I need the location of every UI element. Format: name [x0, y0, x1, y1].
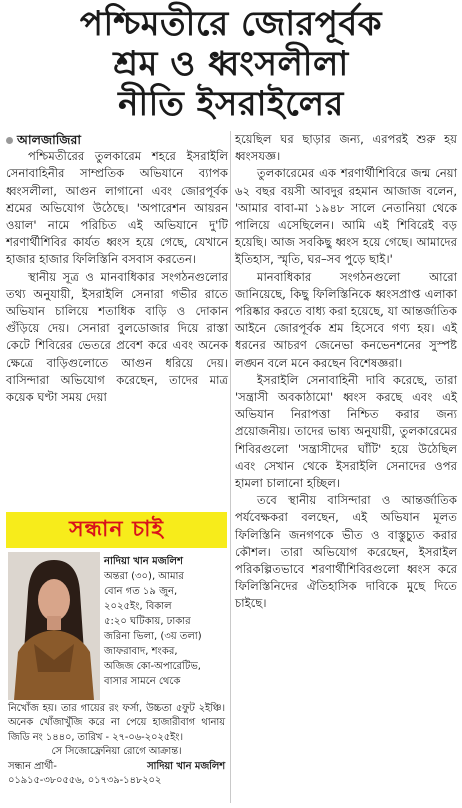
missing-person-name: নাদিয়া খান মজলিশ [104, 556, 183, 567]
article-column-left [6, 131, 228, 406]
source-label: আলজাজিরা [17, 132, 81, 147]
article-paragraph: পশ্চিমতীরের তুলকারেম শহরে ইসরাইলি সেনাবাহিনীর সাম্প্রতিক অভিযানে ব্যাপক ধ্বংসলীলা, আগুন লাগানো এবং জোরপূর্বক শ্রমের অভিযোগ উঠেছে। 'অপারেশন আয়রন ওয়াল' নামে পরিচিত এই অভিযানে দু'টি শরণার্থীশিবির কার্যত ধ্বংস হয়ে গেছে, যেখানে হাজার হাজার ফিলিস্তিনি বসবাস করতেন। [6, 149, 228, 267]
article-paragraph: হয়েছিল ঘর ছাড়ার জন্য, এরপরই শুরু হয় ধ্বংসযজ্ঞ। [235, 132, 457, 164]
ad-phone-numbers: ০১৯১৫-৩৮০৫৫৬, ০১৭৩৯-১৪৮২০২ [8, 775, 162, 787]
ad-details [8, 702, 225, 788]
ad-info-line: ২০২৫ইং, বিকাল [104, 601, 172, 612]
article-paragraph: স্থানীয় সূত্র ও মানবাধিকার সংগঠনগুলোর তথ্য অনুযায়ী, ইসরাইলি সেনারা গভীর রাতে অভিযান চালিয়ে শতাধিক বাড়ি ও দোকান গুঁড়িয়ে দেয়। সেনারা বুলডোজার দিয়ে রাস্তা কেটে শিবিরের ভেতরে প্রবেশ করে এবং অনেক ক্ষেত্রে বাড়িগুলোতে আগুন ধরিয়ে দেয়। বাসিন্দারা অভিযোগ করেছেন, তাদের মাত্র কয়েক ঘণ্টা সময় দেয়া [6, 269, 228, 405]
seeker-name: সাদিয়া খান মজলিশ [147, 760, 225, 772]
ad-info-line: ৫:২০ ঘটিকায়, ঢাকার [104, 616, 191, 627]
article-paragraph: ইসরাইলি সেনাবাহিনী দাবি করেছে, তারা 'সন্ত্রাসী অবকাঠামো' ধ্বংস করছে এবং এই অভিযান নিরাপত্তা নিশ্চিত করার জন্য প্রয়োজনীয়। তাদের ভাষ্য অনুযায়ী, তুলকারেমের শিবিরগুলো 'সন্ত্রাসীদের ঘাঁটি' হয়ে উঠেছিল এবং সেখান থেকে ইসরাইলি সেনাদের ওপর হামলা চালানো হচ্ছিল। [235, 372, 457, 491]
article-column-right [235, 131, 457, 613]
missing-person-ad [6, 512, 227, 803]
ad-illness-note: সে সিজোফ্রেনিয়া রোগে আক্রান্ত। [51, 746, 182, 758]
article-paragraph: তুলকারেমের এক শরণার্থীশিবিরে জন্ম নেয়া ৬২ বছর বয়সী আবদুর রহমান আজাজ বলেন, 'আমার বাবা-মা ১৯৪৮ সালে নেতানিয়া থেকে পালিয়ে এসেছিলেন। আমি এই শিবিরেই বড় হয়েছি। আজ সবকিছু ধ্বংস হয়ে গেছে। আমাদের ইতিহাস, স্মৃতি, ঘর–সব পুড়ে ছাই।' [235, 166, 457, 267]
article-paragraph: মানবাধিকার সংগঠনগুলো আরো জানিয়েছে, কিছু ফিলিস্তিনিকে ধ্বংসপ্রাপ্ত এলাকা পরিষ্কার করতে বাধ্য করা হয়েছে, যা আন্তর্জাতিক আইনে জোরপূর্বক শ্রম হিসেবে গণ্য হয়। এই ধরনের আচরণ জেনেভা কনভেনশনের সুস্পষ্ট লঙ্ঘন বলে মনে করছেন বিশেষজ্ঞরা। [235, 269, 457, 370]
bullet-icon [6, 137, 13, 144]
ad-info [104, 554, 226, 689]
headline [0, 4, 462, 124]
article-paragraph: তবে স্থানীয় বাসিন্দারা ও আন্তর্জাতিক পর্যবেক্ষকরা বলছেন, এই অভিযান মূলত ফিলিস্তিনি জনগণকে ভীত ও বাস্তুচ্যুত করার কৌশল। তারা অভিযোগ করেছেন, ইসরাইল পরিকল্পিতভাবে শরণার্থীশিবিরগুলো ধ্বংস করে ফিলিস্তিনিদের ঐতিহাসিক দাবিকে মুছে দিতে চাইছে। [235, 493, 457, 611]
ad-details-text: নিখোঁজ হয়। তার গায়ের রং ফর্সা, উচ্চতা ৫ফুট ২ইঞ্চি। অনেক খোঁজাখুঁজি করে না পেয়ে হাজারীবাগ থানায় জিডি নং ১৪৪০, তারিখ - ২৭-০৬-২০২৫ইং। [8, 703, 225, 743]
ad-title: সন্ধান চাই [6, 512, 227, 548]
ad-contact [8, 760, 225, 774]
ad-info-line: জরিনা ভিলা, (৩য় তলা) [104, 631, 202, 642]
ad-info-line: অজিজ কো-অপারেটিভ, [104, 661, 201, 672]
headline-line-3: নীতি ইসরাইলের [118, 84, 344, 124]
seeker-label: সন্ধান প্রার্থী- [8, 760, 57, 772]
missing-person-photo [8, 552, 100, 700]
column-divider [230, 131, 231, 803]
article-source [6, 131, 228, 148]
ad-info-line: জাফরাবাদ, শংকর, [104, 646, 178, 657]
ad-info-line: অন্তরা (৩০), আমার [104, 571, 184, 582]
headline-line-1: পশ্চিমতীরে জোরপূর্বক [79, 4, 383, 44]
ad-info-line: বোন গত ১৯ জুন, [104, 586, 178, 597]
headline-line-2: শ্রম ও ধ্বংসলীলা [113, 44, 349, 84]
ad-info-line: বাসার সামনে থেকে [104, 676, 181, 687]
